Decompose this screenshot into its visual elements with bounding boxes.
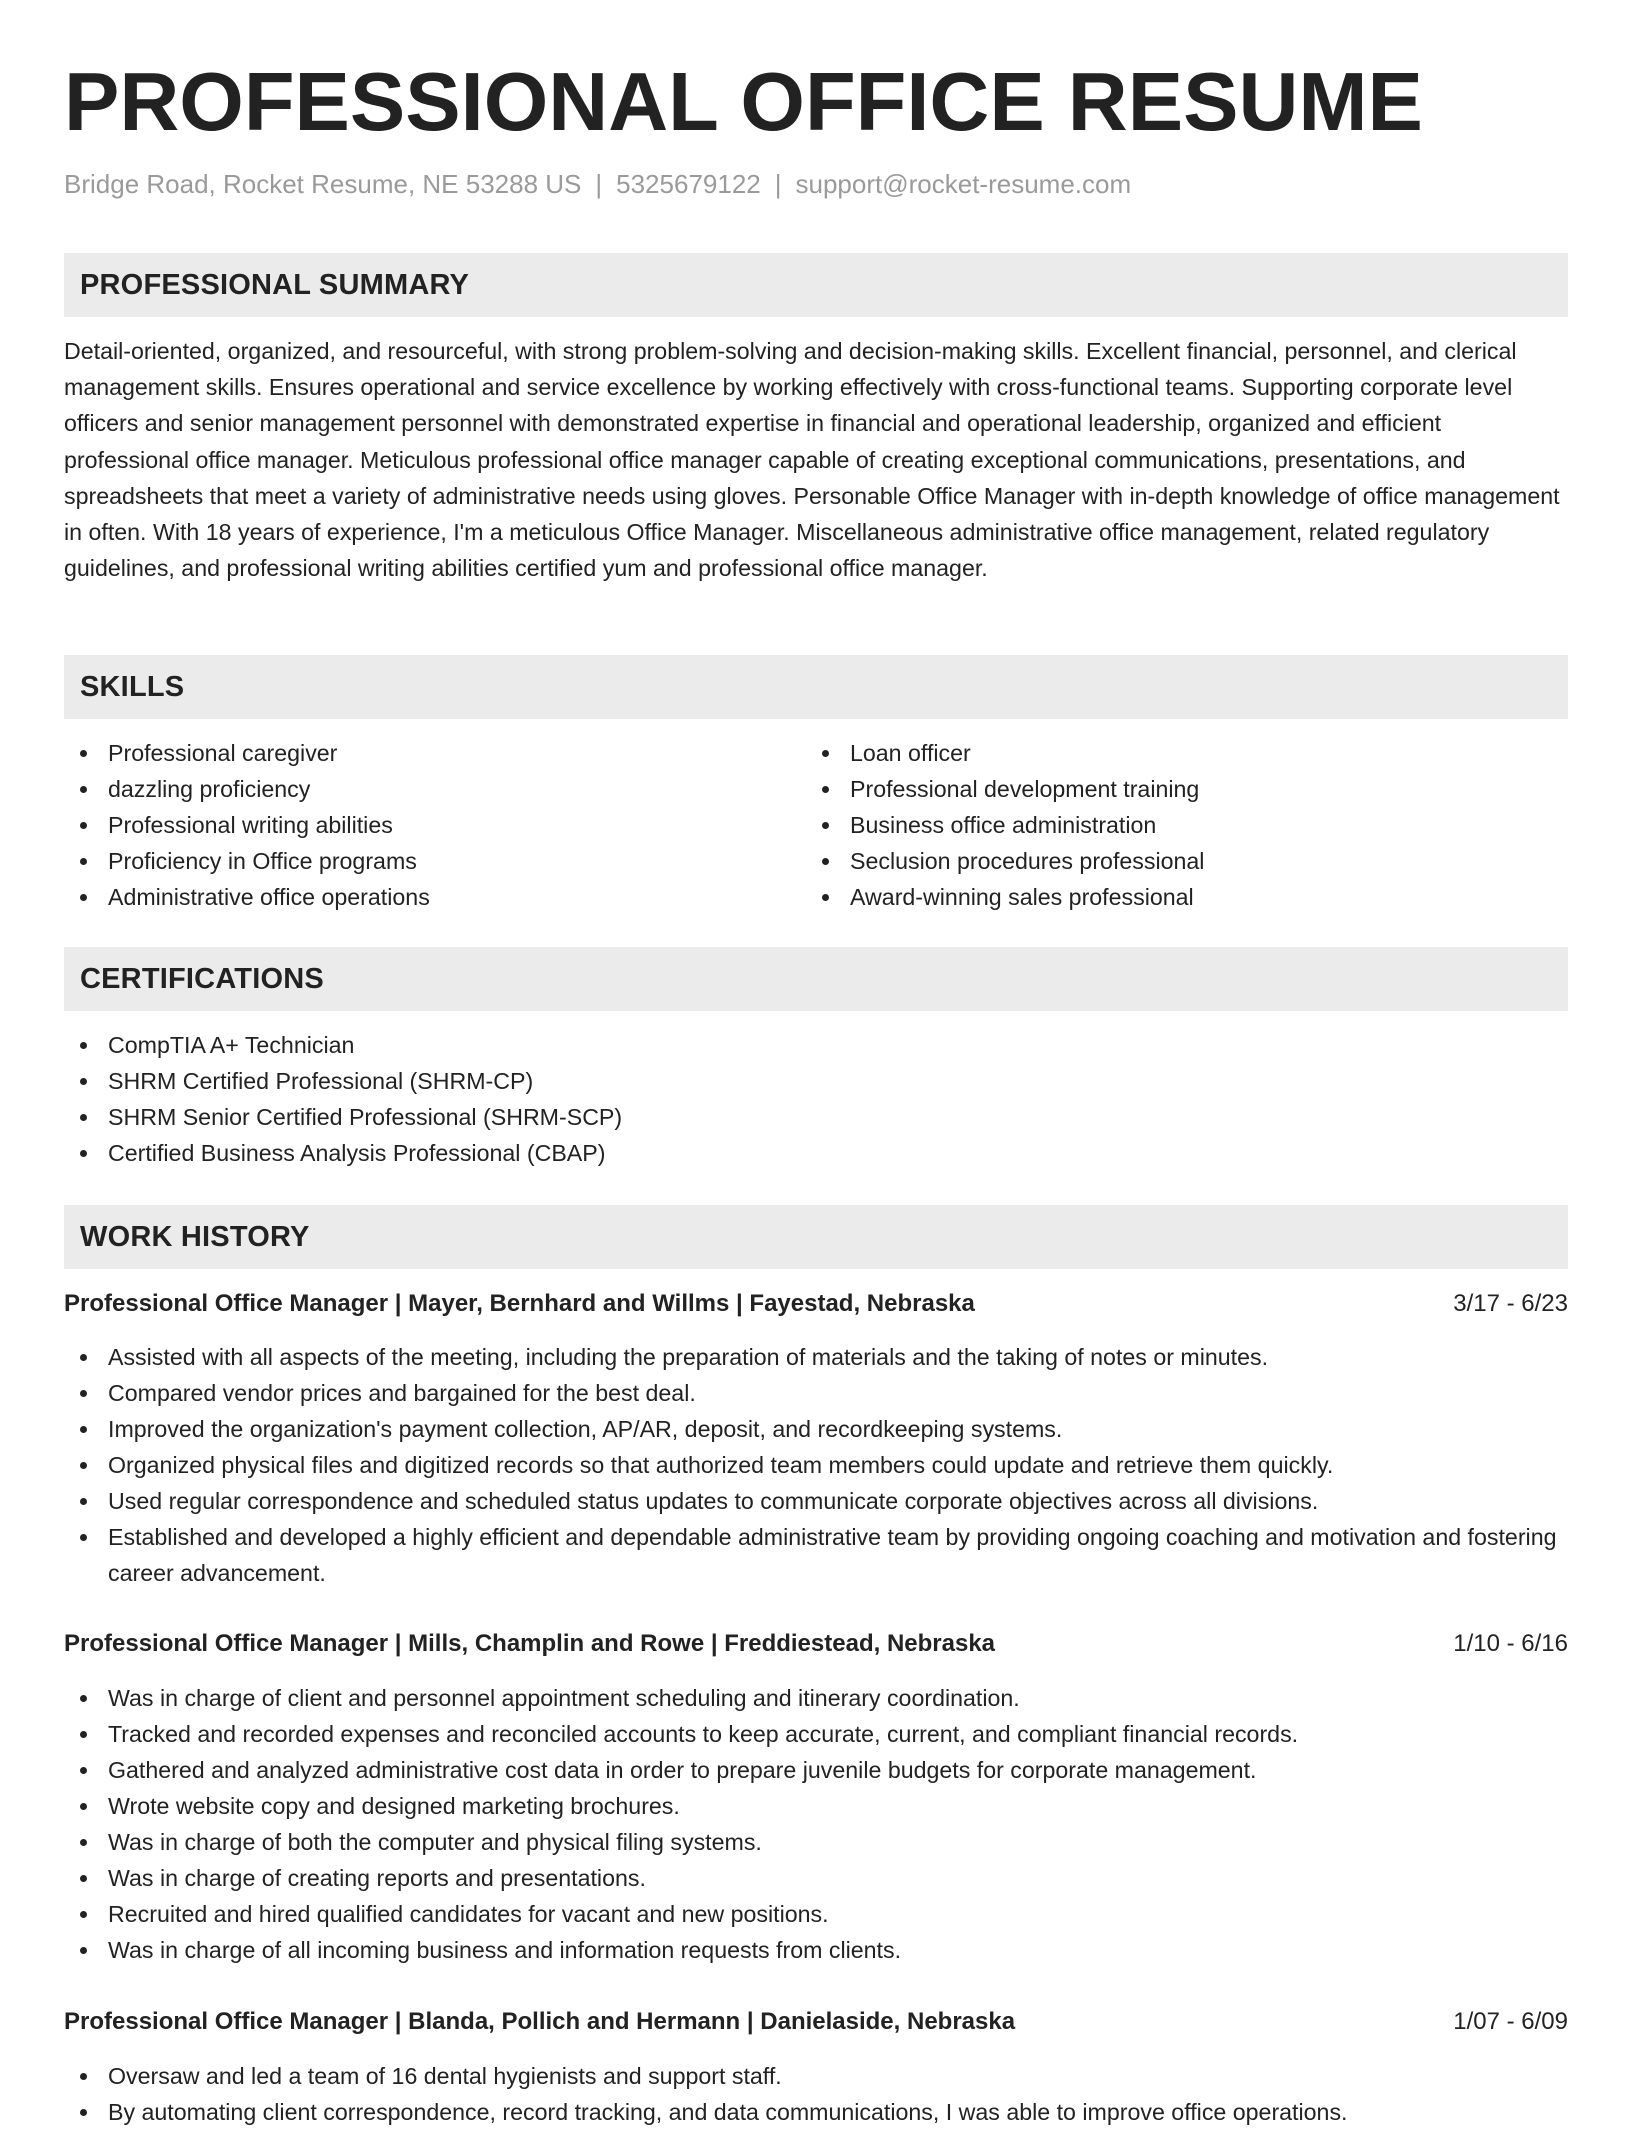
summary-text: Detail-oriented, organized, and resourceful, with strong problem-solving and decision-making skills. Excellent financial, personnel, and clerical management skills. Ensures operational and service excellence by working effectively with cross-functional teams. Supporting corporate level officers and senior management personnel with demonstrated expertise in financial and operational leadership, organized and efficient professional office manager. Meticulous professional office manager capable of creating exceptional communications, presentations, and spreadsheets that meet a variety of administrative needs using gloves. Personable Office Manager with in-depth knowledge of office management in often. With 18 years of experience, I'm a meticulous Office Manager. Miscellaneous administrative office management, related regulatory guidelines, and professional writing abilities certified yum and professional office manager. (64, 338, 1560, 582)
job-bullet: Was in charge of creating reports and presentations. (64, 1860, 1568, 1896)
contact-line (64, 166, 1131, 202)
job-title: Professional Office Manager | Blanda, Pollich and Hermann | Danielaside, Nebraska (64, 2008, 1016, 2035)
certifications-heading: CERTIFICATIONS (80, 963, 324, 995)
contact-email[interactable]: support@rocket-resume.com (795, 169, 1132, 199)
job-bullet: By automating client correspondence, record tracking, and data communications, I was able to improve office operations. (64, 2094, 1568, 2130)
summary-heading: PROFESSIONAL SUMMARY (80, 269, 470, 301)
skill-item: dazzling proficiency (64, 771, 804, 807)
job-bullet: Gathered and analyzed administrative cost data in order to prepare juvenile budgets for corporate management. (64, 1752, 1568, 1788)
job-bullet: Was in charge of all incoming business and information requests from clients. (64, 1932, 1568, 1968)
job-bullet: Recruited and hired qualified candidates for vacant and new positions. (64, 1896, 1568, 1932)
job-bullets (64, 2058, 1568, 2130)
skills-heading: SKILLS (80, 671, 185, 703)
work-history-heading: WORK HISTORY (80, 1221, 310, 1253)
skill-item: Award-winning sales professional (806, 879, 1566, 915)
work-history-section-header (64, 1205, 1568, 1269)
job-title: Professional Office Manager | Mills, Champlin and Rowe | Freddiestead, Nebraska (64, 1630, 996, 1657)
skills-section-header (64, 655, 1568, 719)
summary-section-header (64, 253, 1568, 317)
skills-list-left (64, 735, 804, 915)
skill-item: Loan officer (806, 735, 1566, 771)
job-bullet: Tracked and recorded expenses and reconciled accounts to keep accurate, current, and compliant financial records. (64, 1716, 1568, 1752)
job-bullet: Assisted with all aspects of the meeting, including the preparation of materials and the taking of notes or minutes. (64, 1339, 1568, 1375)
job-bullet: Was in charge of both the computer and physical filing systems. (64, 1824, 1568, 1860)
skill-item: Professional writing abilities (64, 807, 804, 843)
job-dates: 1/10 - 6/16 (1453, 1630, 1568, 1657)
contact-phone: 5325679122 (616, 169, 761, 199)
skill-item: Administrative office operations (64, 879, 804, 915)
skill-item: Professional caregiver (64, 735, 804, 771)
certifications-section-header (64, 947, 1568, 1011)
job-bullets (64, 1339, 1568, 1591)
job-dates: 1/07 - 6/09 (1453, 2008, 1568, 2035)
contact-separator: | (595, 169, 603, 199)
certification-item: SHRM Senior Certified Professional (SHRM-SCP) (64, 1099, 1568, 1135)
certification-item: Certified Business Analysis Professional (CBAP) (64, 1135, 1568, 1171)
job-bullet: Compared vendor prices and bargained for the best deal. (64, 1375, 1568, 1411)
job-bullet: Was in charge of client and personnel appointment scheduling and itinerary coordination. (64, 1680, 1568, 1716)
certification-item: SHRM Certified Professional (SHRM-CP) (64, 1063, 1568, 1099)
contact-separator: | (774, 169, 782, 199)
certification-item: CompTIA A+ Technician (64, 1027, 1568, 1063)
certifications-list (64, 1027, 1568, 1171)
job-bullet: Improved the organization's payment collection, AP/AR, deposit, and recordkeeping systems. (64, 1411, 1568, 1447)
contact-address: Bridge Road, Rocket Resume, NE 53288 US (64, 169, 582, 199)
skill-item: Professional development training (806, 771, 1566, 807)
skill-item: Seclusion procedures professional (806, 843, 1566, 879)
job-bullets (64, 1680, 1568, 1968)
job-title: Professional Office Manager | Mayer, Bernhard and Willms | Fayestad, Nebraska (64, 1290, 975, 1317)
resume-title: PROFESSIONAL OFFICE RESUME (64, 55, 1423, 148)
job-bullet: Used regular correspondence and scheduled status updates to communicate corporate objectives across all divisions. (64, 1483, 1568, 1519)
job-dates: 3/17 - 6/23 (1453, 1290, 1568, 1317)
job-bullet: Established and developed a highly efficient and dependable administrative team by providing ongoing coaching and motivation and fostering career advancement. (64, 1519, 1568, 1591)
job-bullet: Wrote website copy and designed marketing brochures. (64, 1788, 1568, 1824)
job-bullet: Oversaw and led a team of 16 dental hygienists and support staff. (64, 2058, 1568, 2094)
skill-item: Business office administration (806, 807, 1566, 843)
skill-item: Proficiency in Office programs (64, 843, 804, 879)
job-bullet: Organized physical files and digitized records so that authorized team members could update and retrieve them quickly. (64, 1447, 1568, 1483)
skills-list-right (806, 735, 1566, 915)
